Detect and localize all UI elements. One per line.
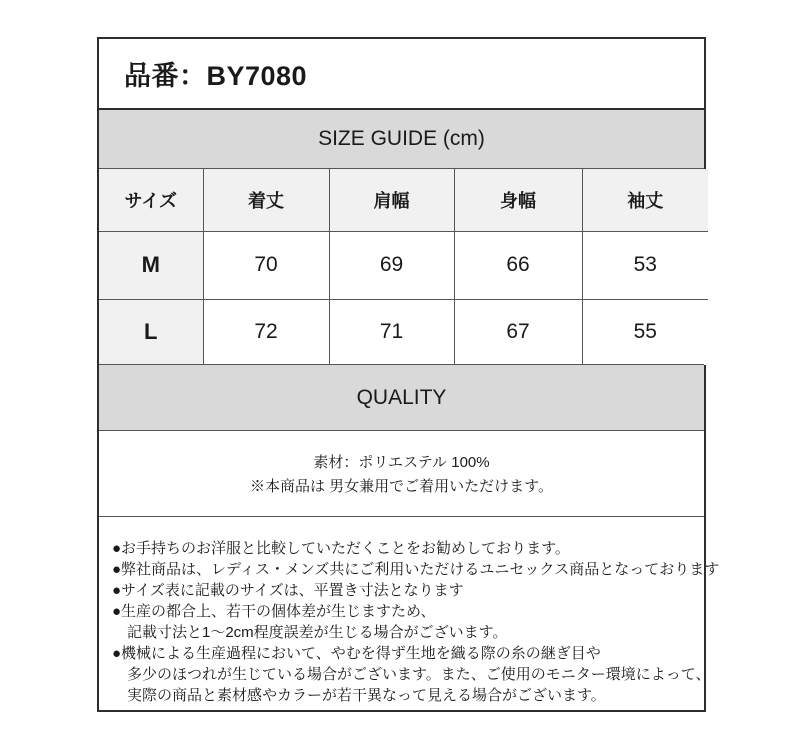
material-section xyxy=(99,431,704,517)
product-code-label: 品番：BY7080 xyxy=(124,61,308,91)
size-label-l: L xyxy=(99,299,203,365)
column-header-body-length: 着丈 xyxy=(203,169,329,231)
cell-m-shoulder-width: 69 xyxy=(329,231,454,299)
cell-m-body-width: 66 xyxy=(454,231,582,299)
column-header-body-width: 身幅 xyxy=(454,169,582,231)
size-guide-sheet xyxy=(97,37,720,712)
size-guide-title: SIZE GUIDE (cm) xyxy=(318,127,485,150)
table-row-size-m xyxy=(99,231,708,299)
size-table-header-row xyxy=(99,169,708,231)
product-code-row xyxy=(99,39,704,110)
column-header-sleeve-length: 袖丈 xyxy=(582,169,708,231)
quality-title: QUALITY xyxy=(356,385,447,409)
size-table xyxy=(99,169,708,365)
cell-l-shoulder-width: 71 xyxy=(329,299,454,365)
note-line-fray-monitor: 多少のほつれが生じている場合がございます。また、ご使用のモニター環境によって、 xyxy=(127,666,711,683)
cell-m-sleeve-length: 53 xyxy=(582,231,708,299)
column-header-size: サイズ xyxy=(99,169,203,231)
column-header-shoulder-width: 肩幅 xyxy=(329,169,454,231)
note-line-machine-process: ●機械による生産過程において、やむを得ず生地を織る際の糸の継ぎ目や xyxy=(112,645,601,662)
cell-m-body-length: 70 xyxy=(203,231,329,299)
note-line-color-difference: 実際の商品と素材感やカラーが若干異なって見える場合がございます。 xyxy=(127,687,606,704)
note-line-flat-measure: ●サイズ表に記載のサイズは、平置き寸法となります xyxy=(112,582,464,599)
note-line-compare: ●お手持ちのお洋服と比較していただくことをお勧めしております。 xyxy=(112,540,570,557)
cell-l-sleeve-length: 55 xyxy=(582,299,708,365)
unisex-note: ※本商品は 男女兼用でご着用いただけます。 xyxy=(250,478,553,495)
cell-l-body-width: 67 xyxy=(454,299,582,365)
note-line-variance-cont: 記載寸法と1～2cm程度誤差が生じる場合がございます。 xyxy=(127,624,508,641)
cell-l-body-length: 72 xyxy=(203,299,329,365)
table-row-size-l xyxy=(99,299,708,365)
size-label-m: M xyxy=(99,231,203,299)
notes-section xyxy=(99,517,720,710)
quality-header-band xyxy=(99,364,704,431)
note-line-unisex: ●弊社商品は、レディス・メンズ共にご利用いただけるユニセックス商品となっております xyxy=(112,561,720,578)
note-line-production-variance: ●生産の都合上、若干の個体差が生じますため、 xyxy=(112,603,436,620)
material-text: 素材：ポリエステル 100% xyxy=(313,454,490,471)
size-guide-header-band xyxy=(99,110,704,169)
